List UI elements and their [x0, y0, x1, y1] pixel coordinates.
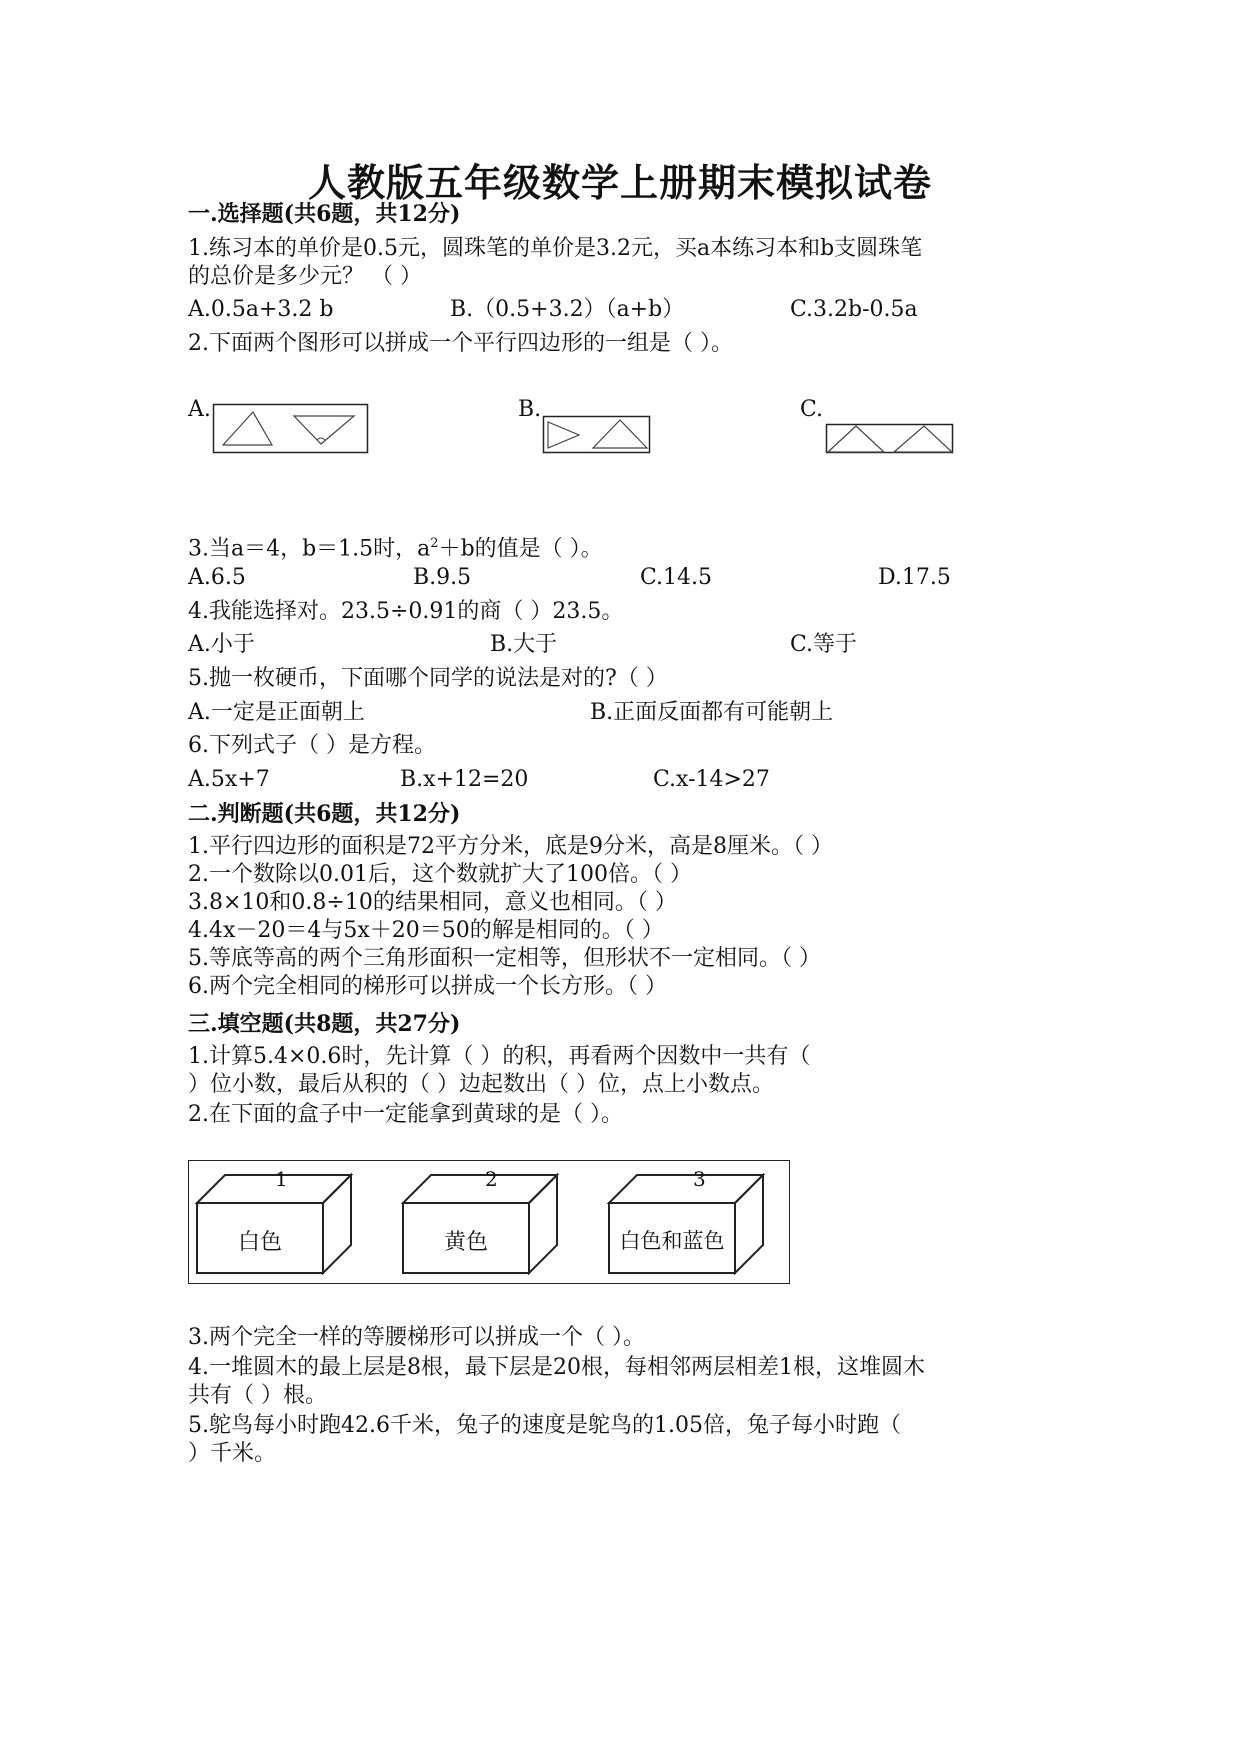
q1-1-line1: 1.练习本的单价是0.5元，圆珠笔的单价是3.2元，买a本练习本和b支圆珠笔 [188, 236, 923, 261]
figure-c-triangles [826, 424, 954, 454]
q2-item: 1.平行四边形的面积是72平方分米，底是9分米，高是8厘米。（ ） [188, 834, 833, 859]
box-3-number: 3 [693, 1167, 706, 1191]
q1-1-option-c: C.3.2b-0.5a [790, 297, 918, 322]
q1-5-text: 5.抛一枚硬币，下面哪个同学的说法是对的?（ ） [188, 666, 668, 691]
q1-6-option-c: C.x-14>27 [653, 767, 770, 792]
q1-3-option-c: C.14.5 [640, 565, 713, 590]
q1-2-label-b: B. [518, 397, 542, 422]
q1-6-text: 6.下列式子（ ）是方程。 [188, 733, 436, 758]
q3-1-line1: 1.计算5.4×0.6时，先计算（ ）的积，再看两个因数中一共有（ [188, 1044, 811, 1069]
box-1-label: 白色 [237, 1230, 282, 1255]
q3-2-text: 2.在下面的盒子中一定能拿到黄球的是（ ）。 [188, 1102, 623, 1127]
q2-item: 3.8×10和0.8÷10的结果相同，意义也相同。（ ） [188, 890, 677, 915]
q1-2-label-c: C. [800, 397, 824, 422]
q2-item: 5.等底等高的两个三角形面积一定相等，但形状不一定相同。（ ） [188, 946, 821, 971]
q1-4-text: 4.我能选择对。23.5÷0.91的商（ ）23.5。 [188, 599, 624, 624]
q1-2-text: 2.下面两个图形可以拼成一个平行四边形的一组是（ ）。 [188, 331, 733, 356]
box-1-number: 1 [275, 1167, 288, 1191]
section-2-header: 二.判断题(共6题，共12分) [188, 801, 461, 827]
q1-3-superscript: 2 [430, 536, 439, 551]
section-1-header: 一.选择题(共6题，共12分) [188, 201, 461, 227]
figure-b-triangles [543, 416, 651, 454]
q1-6-option-b: B.x+12=20 [400, 767, 529, 792]
q1-3-option-d: D.17.5 [878, 565, 951, 590]
q1-2-label-a: A. [188, 397, 211, 422]
box-3 [607, 1171, 767, 1276]
q3-5-line2: ）千米。 [188, 1441, 277, 1466]
q2-item: 4.4x－20＝4与5x＋20＝50的解是相同的。（ ） [188, 918, 664, 943]
q3-1-line2: ）位小数，最后从积的（ ）边起数出（ ）位，点上小数点。 [188, 1072, 774, 1097]
q1-3-option-a: A.6.5 [188, 565, 246, 590]
q2-item: 6.两个完全相同的梯形可以拼成一个长方形。（ ） [188, 974, 667, 999]
q1-1-option-b: B.（0.5+3.2）（a+b） [450, 297, 685, 322]
q1-4-option-b: B.大于 [490, 632, 558, 657]
q1-3-text [188, 530, 603, 563]
q1-5-option-a: A.一定是正面朝上 [188, 700, 365, 725]
q1-1-line2: 的总价是多少元？ （ ） [188, 264, 422, 289]
box-2-number: 2 [485, 1167, 498, 1191]
q3-4-line2: 共有（ ）根。 [188, 1383, 327, 1408]
q1-1-option-a: A.0.5a+3.2 b [188, 297, 334, 322]
q1-6-option-a: A.5x+7 [188, 767, 270, 792]
q1-4-option-c: C.等于 [790, 632, 858, 657]
box-2 [401, 1171, 561, 1276]
section-3-header: 三.填空题(共8题，共27分) [188, 1011, 461, 1037]
boxes-figure [188, 1160, 790, 1284]
box-2-label: 黄色 [443, 1230, 488, 1255]
figure-a-triangles [213, 404, 369, 454]
q3-5-line1: 5.鸵鸟每小时跑42.6千米，兔子的速度是鸵鸟的1.05倍，兔子每小时跑（ [188, 1413, 901, 1438]
q3-4-line1: 4.一堆圆木的最上层是8根，最下层是20根，每相邻两层相差1根，这堆圆木 [188, 1355, 925, 1380]
q1-3-text-post: ＋b的值是（ ）。 [438, 536, 603, 562]
q1-3-text-pre: 3.当a＝4，b＝1.5时，a [188, 536, 431, 562]
q1-3-option-b: B.9.5 [413, 565, 472, 590]
q1-4-option-a: A.小于 [188, 632, 255, 657]
q3-3-text: 3.两个完全一样的等腰梯形可以拼成一个（ ）。 [188, 1325, 645, 1350]
q1-5-option-b: B.正面反面都有可能朝上 [590, 700, 834, 725]
q2-item: 2.一个数除以0.01后，这个数就扩大了100倍。（ ） [188, 862, 692, 887]
page-title: 人教版五年级数学上册期末模拟试卷 [307, 160, 932, 205]
box-3-label: 白色和蓝色 [619, 1229, 725, 1253]
